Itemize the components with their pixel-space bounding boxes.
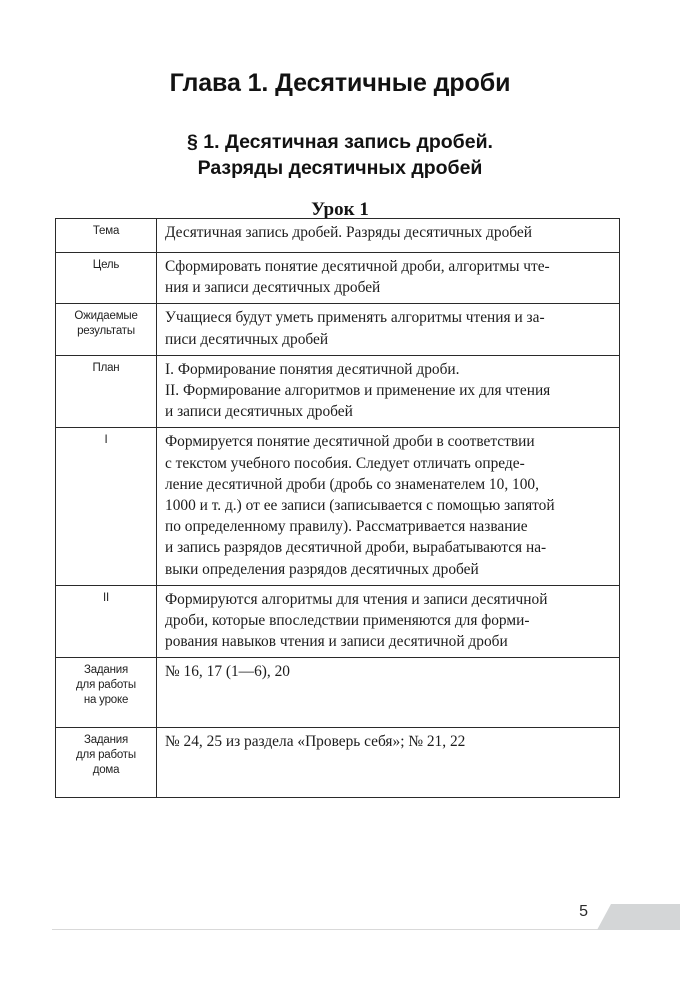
text-line: Учащиеся будут уметь применять алгоритмы чтения и за- xyxy=(165,309,545,327)
label-line: Задания xyxy=(83,734,129,747)
label-line: для работы xyxy=(76,749,136,762)
row-label-homework xyxy=(56,728,157,798)
row-content-cel xyxy=(157,253,620,304)
text-line: Сформировать понятие десятичной дроби, алгоритмы чте- xyxy=(165,258,550,275)
text-line: дроби, которые впоследствии применяются для форми- xyxy=(165,612,530,630)
row-label-cel: Цель xyxy=(56,253,157,304)
text-line: и записи десятичных дробей xyxy=(165,403,353,421)
text-line: выки определения разрядов десятичных дробей xyxy=(165,560,479,578)
text-line: с текстом учебного пособия. Следует отличать опреде- xyxy=(165,454,525,472)
corner-tab-decoration xyxy=(597,904,680,930)
text-line: II. Формирование алгоритмов и применение их для чтения xyxy=(165,382,551,400)
text-line: ление десятичной дроби (дробь со знаменателем 10, 100, xyxy=(165,475,539,493)
table-row xyxy=(56,728,620,798)
text-line: № 24, 25 из раздела «Проверь себя»; № 21, 22 xyxy=(165,733,466,751)
row-content-stage-2 xyxy=(157,585,620,658)
row-content-stage-1 xyxy=(157,428,620,585)
table-row xyxy=(56,658,620,728)
row-label-stage-1: I xyxy=(56,428,157,585)
text-line: писи десятичных дробей xyxy=(165,330,329,348)
row-content-classwork xyxy=(157,658,620,728)
text-line: Формируется понятие десятичной дроби в соответствии xyxy=(165,433,535,451)
table-row xyxy=(56,585,620,658)
text-line: ния и записи десятичных дробей xyxy=(165,279,381,297)
text-line: по определенному правилу). Рассматривается название xyxy=(165,518,528,536)
footer-divider xyxy=(52,929,598,930)
row-label-stage-2: II xyxy=(56,585,157,658)
text-line: № 16, 17 (1—6), 20 xyxy=(165,663,290,681)
text-line: и запись разрядов десятичной дроби, вырабатываются на- xyxy=(165,539,547,557)
row-content-expected-results xyxy=(157,304,620,355)
page-number: 5 xyxy=(579,903,588,920)
table-row xyxy=(56,304,620,355)
chapter-title: Глава 1. Десятичные дроби xyxy=(169,68,511,97)
label-line: Задания xyxy=(83,664,129,677)
row-content-tema xyxy=(157,219,620,253)
lesson-plan-table xyxy=(55,218,620,798)
table-row xyxy=(56,219,620,253)
row-label-expected-results xyxy=(56,304,157,355)
table-row xyxy=(56,428,620,585)
section-title-line-2: Разряды десятичных дробей xyxy=(197,157,483,180)
lesson-title: Урок 1 xyxy=(311,199,369,220)
row-content-homework xyxy=(157,728,620,798)
label-line: Ожидаемые xyxy=(74,310,138,323)
text-line: 1000 и т. д.) от ее записи (записывается с помощью запятой xyxy=(165,497,555,515)
section-title xyxy=(0,129,680,181)
text-line: Десятичная запись дробей. Разряды десятичных дробей xyxy=(165,224,532,241)
row-content-plan xyxy=(157,355,620,428)
text-line: Формируются алгоритмы для чтения и записи десятичной xyxy=(165,590,548,608)
row-label-plan: План xyxy=(56,355,157,428)
section-title-line-1: § 1. Десятичная запись дробей. xyxy=(187,131,493,154)
label-line: для работы xyxy=(76,679,136,692)
label-line: результаты xyxy=(77,325,135,338)
row-label-classwork xyxy=(56,658,157,728)
table-row xyxy=(56,253,620,304)
table-row xyxy=(56,355,620,428)
row-label-tema: Тема xyxy=(56,219,157,253)
label-line: на уроке xyxy=(83,694,129,707)
text-line: I. Формирование понятия десятичной дроби. xyxy=(165,360,460,378)
text-line: рования навыков чтения и записи десятичной дроби xyxy=(165,633,508,651)
label-line: дома xyxy=(92,764,120,777)
